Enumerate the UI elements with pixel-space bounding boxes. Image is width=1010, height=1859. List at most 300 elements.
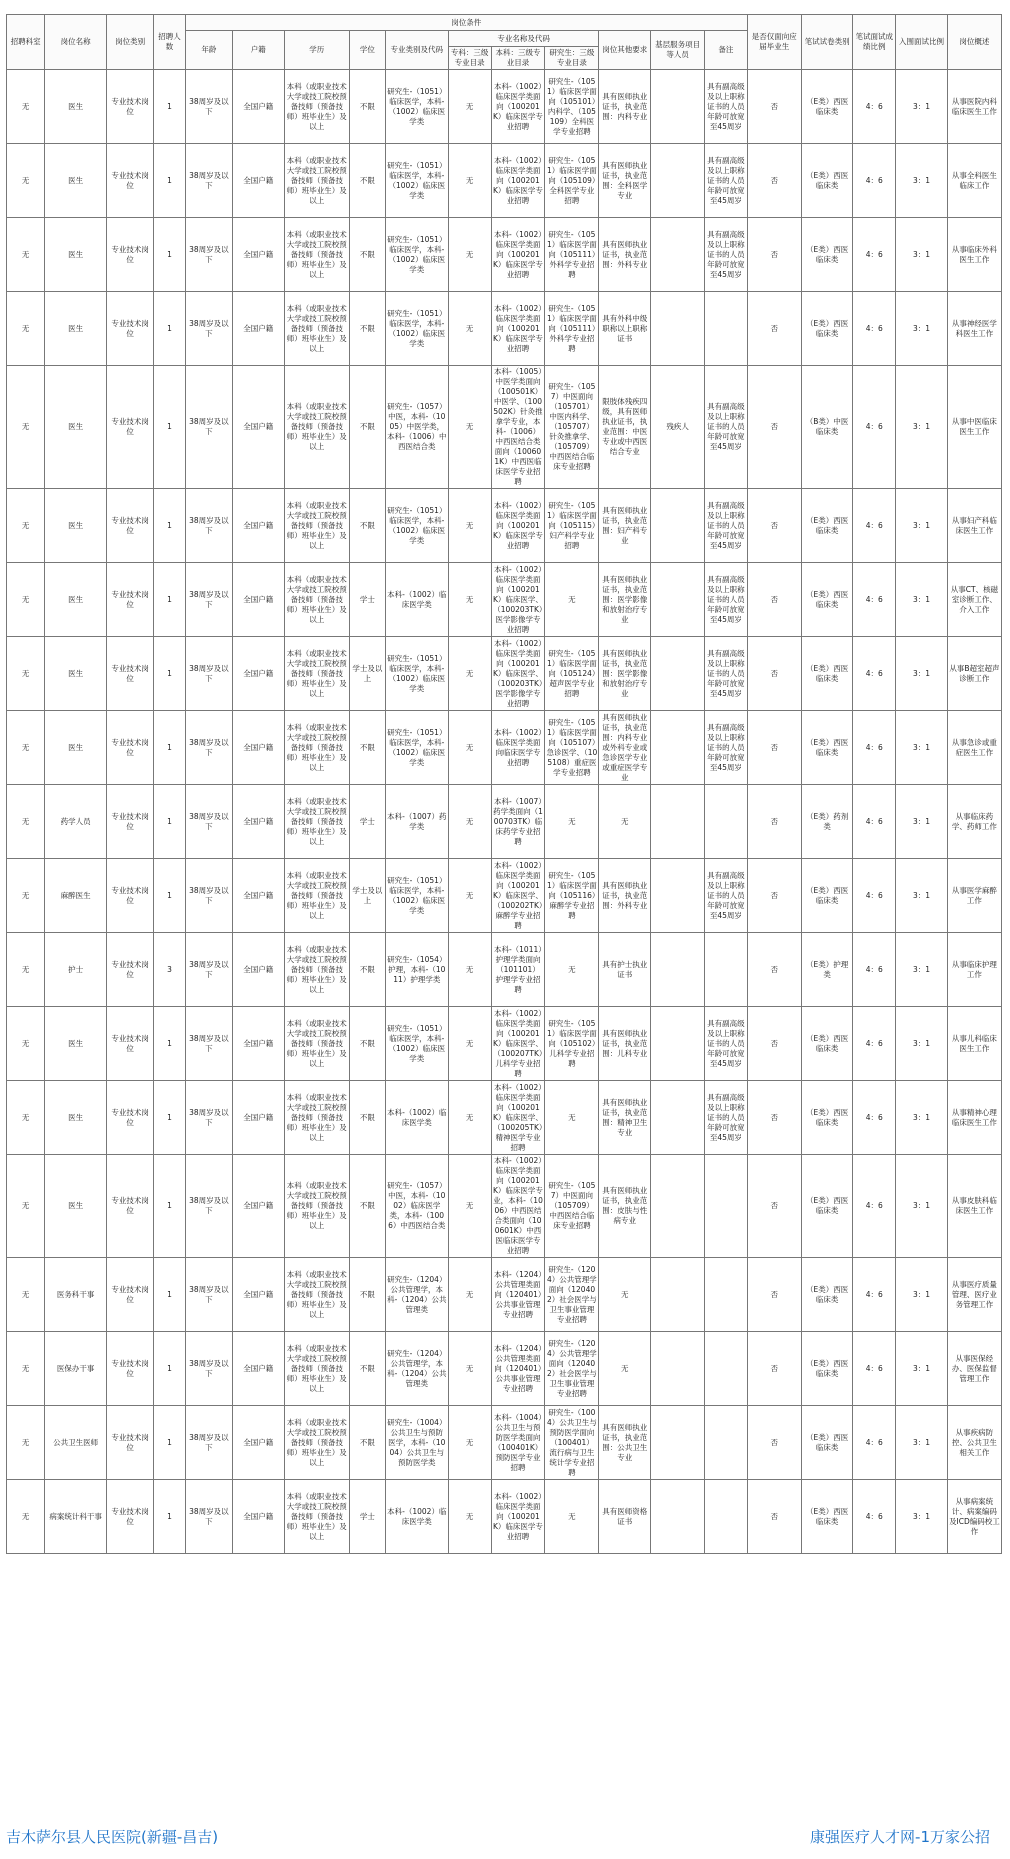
cell-hukou: 全国户籍 [232,218,284,292]
cell-ratio-interview: 3：1 [896,366,948,489]
cell-ratio-interview: 3：1 [896,711,948,785]
cell-degree: 不限 [349,1155,385,1258]
cell-major-ug: 本科-（1002）临床医学类面向（100201K）临床医学专业招聘 [491,489,545,563]
cell-major-code: 研究生-（1051）临床医学，本科-（1002）临床医学类 [385,218,448,292]
cell-exam-category: （E类）西医临床类 [801,1081,853,1155]
cell-age: 38周岁及以下 [185,1480,232,1554]
footer-source-left: 吉木萨尔县人民医院(新疆-昌吉) [6,1828,219,1846]
cell-remark: 具有副高级及以上职称证书的人员年龄可放宽至45周岁 [705,144,748,218]
cell-description: 从事医学麻醉工作 [947,859,1001,933]
cell-major-3: 无 [448,70,491,144]
cell-exam-category: （B类）中医临床类 [801,366,853,489]
cell-major-3: 无 [448,637,491,711]
cell-major-3: 无 [448,563,491,637]
cell-major-3: 无 [448,1155,491,1258]
cell-other-req: 具有医师执业证书，执业范围：妇产科专业 [599,489,651,563]
cell-major-3: 无 [448,1081,491,1155]
cell-education: 本科（或职业技术大学或技工院校预备技师（预备技师）班毕业生）及以上 [284,70,349,144]
table-row [7,1406,1002,1480]
cell-unit: 无 [7,144,45,218]
cell-position-type: 专业技术岗位 [107,218,154,292]
cell-other-req: 具有医师执业证书，执业范围：医学影像和放射治疗专业 [599,563,651,637]
cell-fresh-grad: 否 [747,563,801,637]
cell-education: 本科（或职业技术大学或技工院校预备技师（预备技师）班毕业生）及以上 [284,1480,349,1554]
cell-description: 从事医保经办、医保监督管理工作 [947,1332,1001,1406]
cell-major-3: 无 [448,366,491,489]
cell-ratio-written: 4：6 [853,859,896,933]
cell-major-3: 无 [448,785,491,859]
cell-degree: 不限 [349,70,385,144]
header-hukou: 户籍 [232,31,284,70]
cell-major-3: 无 [448,1007,491,1081]
cell-other-req: 具有医师执业证书，执业范围：公共卫生专业 [599,1406,651,1480]
table-row [7,70,1002,144]
cell-position-name: 护士 [45,933,107,1007]
cell-degree: 不限 [349,218,385,292]
cell-position-name: 医生 [45,489,107,563]
cell-position-name: 医生 [45,711,107,785]
cell-major-3: 无 [448,859,491,933]
cell-major-ug: 本科-（1002）临床医学类面向（100201K）临床医学、（100203TK）医学影像学专业招聘 [491,637,545,711]
table-row [7,1007,1002,1081]
cell-position-type: 专业技术岗位 [107,1258,154,1332]
cell-major-grad: 无 [545,933,599,1007]
table-row [7,785,1002,859]
cell-unit: 无 [7,489,45,563]
cell-ratio-written: 4：6 [853,144,896,218]
cell-other-req: 具有护士执业证书 [599,933,651,1007]
cell-other-req: 具有医师执业证书，执业范围：皮肤与性病专业 [599,1155,651,1258]
cell-age: 38周岁及以下 [185,859,232,933]
cell-grassroots [651,292,705,366]
cell-remark [705,1155,748,1258]
cell-exam-category: （E类）西医临床类 [801,144,853,218]
cell-fresh-grad: 否 [747,144,801,218]
cell-age: 38周岁及以下 [185,366,232,489]
cell-description: 从事精神心理临床医生工作 [947,1081,1001,1155]
cell-degree: 不限 [349,1007,385,1081]
cell-major-code: 研究生-（1051）临床医学，本科-（1002）临床医学类 [385,144,448,218]
cell-ratio-interview: 3：1 [896,1480,948,1554]
cell-fresh-grad: 否 [747,785,801,859]
cell-position-name: 麻醉医生 [45,859,107,933]
cell-age: 38周岁及以下 [185,1332,232,1406]
cell-education: 本科（或职业技术大学或技工院校预备技师（预备技师）班毕业生）及以上 [284,292,349,366]
cell-degree: 不限 [349,1081,385,1155]
cell-major-ug: 本科-（1204）公共管理类面向（120401）公共事业管理专业招聘 [491,1258,545,1332]
cell-ratio-interview: 3：1 [896,1007,948,1081]
cell-major-code: 研究生-（1051）临床医学，本科-（1002）临床医学类 [385,489,448,563]
cell-unit: 无 [7,1155,45,1258]
header-ratio-interview: 入围面试比例 [896,15,948,70]
cell-other-req: 无 [599,1332,651,1406]
header-major-3: 专科：三级专业目录 [448,47,491,70]
cell-hukou: 全国户籍 [232,933,284,1007]
cell-major-grad: 研究生-（1051）临床医学面向（105102）儿科学专业招聘 [545,1007,599,1081]
cell-education: 本科（或职业技术大学或技工院校预备技师（预备技师）班毕业生）及以上 [284,1406,349,1480]
cell-major-ug: 本科-（1002）临床医学类面向（100201K）临床医学专业，本科-（1006）中西医结合类面向（100601K）中西医临床医学专业招聘 [491,1155,545,1258]
cell-grassroots [651,1480,705,1554]
cell-exam-category: （E类）西医临床类 [801,1258,853,1332]
cell-position-type: 专业技术岗位 [107,366,154,489]
header-major-code: 专业类别及代码 [385,31,448,70]
header-remark: 备注 [705,31,748,70]
table-row [7,489,1002,563]
cell-education: 本科（或职业技术大学或技工院校预备技师（预备技师）班毕业生）及以上 [284,1155,349,1258]
cell-position-type: 专业技术岗位 [107,859,154,933]
cell-count: 1 [154,1480,185,1554]
cell-ratio-written: 4：6 [853,637,896,711]
cell-exam-category: （E类）西医临床类 [801,1480,853,1554]
cell-age: 38周岁及以下 [185,218,232,292]
cell-description: 从事临床护理工作 [947,933,1001,1007]
cell-ratio-written: 4：6 [853,366,896,489]
cell-major-grad: 研究生-（1204）公共管理学面向（120402）社会医学与卫生事业管理专业招聘 [545,1332,599,1406]
cell-count: 1 [154,563,185,637]
cell-position-type: 专业技术岗位 [107,1480,154,1554]
cell-major-code: 研究生-（1051）临床医学，本科-（1002）临床医学类 [385,1007,448,1081]
cell-unit: 无 [7,1332,45,1406]
cell-exam-category: （E类）西医临床类 [801,1007,853,1081]
cell-description: 从事病案统计、病案编码及ICD编码校工作 [947,1480,1001,1554]
cell-ratio-interview: 3：1 [896,785,948,859]
cell-count: 1 [154,1258,185,1332]
table-row [7,859,1002,933]
cell-position-name: 医保办干事 [45,1332,107,1406]
cell-fresh-grad: 否 [747,1081,801,1155]
table-body [7,70,1002,1554]
cell-exam-category: （E类）西医临床类 [801,859,853,933]
cell-major-3: 无 [448,933,491,1007]
cell-unit: 无 [7,218,45,292]
cell-age: 38周岁及以下 [185,711,232,785]
cell-grassroots [651,933,705,1007]
table-row [7,637,1002,711]
cell-hukou: 全国户籍 [232,1332,284,1406]
cell-grassroots [651,1258,705,1332]
cell-exam-category: （E类）西医临床类 [801,70,853,144]
cell-ratio-interview: 3：1 [896,70,948,144]
cell-other-req: 限肢体残疾四级，具有医师执业证书，执业范围：中医专业或中西医结合专业 [599,366,651,489]
cell-major-code: 研究生-（1051）临床医学，本科-（1002）临床医学类 [385,70,448,144]
cell-age: 38周岁及以下 [185,563,232,637]
cell-unit: 无 [7,1258,45,1332]
cell-unit: 无 [7,711,45,785]
cell-position-name: 医生 [45,144,107,218]
cell-major-ug: 本科-（1204）公共管理类面向（120401）公共事业管理专业招聘 [491,1332,545,1406]
table-row [7,1155,1002,1258]
cell-exam-category: （E类）西医临床类 [801,1155,853,1258]
cell-major-code: 本科-（1007）药学类 [385,785,448,859]
cell-position-name: 医生 [45,218,107,292]
cell-hukou: 全国户籍 [232,1258,284,1332]
cell-other-req: 具有医师执业证书，执业范围：精神卫生专业 [599,1081,651,1155]
cell-age: 38周岁及以下 [185,1406,232,1480]
cell-major-grad: 研究生-（1051）临床医学面向（105111）外科学专业招聘 [545,218,599,292]
cell-ratio-interview: 3：1 [896,563,948,637]
cell-exam-category: （E类）药剂类 [801,785,853,859]
cell-major-3: 无 [448,1332,491,1406]
cell-major-3: 无 [448,144,491,218]
cell-grassroots [651,859,705,933]
cell-grassroots [651,1406,705,1480]
cell-major-ug: 本科-（1002）临床医学类面向（100201K）临床医学专业招聘 [491,144,545,218]
cell-major-ug: 本科-（1002）临床医学类面向（100201K）临床医学专业招聘 [491,218,545,292]
cell-hukou: 全国户籍 [232,489,284,563]
cell-degree: 不限 [349,144,385,218]
cell-ratio-interview: 3：1 [896,859,948,933]
cell-education: 本科（或职业技术大学或技工院校预备技师（预备技师）班毕业生）及以上 [284,489,349,563]
cell-grassroots [651,1332,705,1406]
cell-position-type: 专业技术岗位 [107,785,154,859]
cell-hukou: 全国户籍 [232,1406,284,1480]
cell-exam-category: （E类）护理类 [801,933,853,1007]
cell-position-name: 医生 [45,637,107,711]
header-description: 岗位概述 [947,15,1001,70]
cell-major-code: 研究生-（1051）临床医学，本科-（1002）临床医学类 [385,637,448,711]
cell-major-ug: 本科-（1002）临床医学类面向（100201K）临床医学专业招聘 [491,292,545,366]
cell-remark: 具有副高级及以上职称证书的人员年龄可放宽至45周岁 [705,859,748,933]
cell-grassroots [651,489,705,563]
cell-degree: 不限 [349,366,385,489]
cell-grassroots [651,1007,705,1081]
header-major-grad: 研究生：三级专业目录 [545,47,599,70]
cell-remark: 具有副高级及以上职称证书的人员年龄可放宽至45周岁 [705,1081,748,1155]
cell-remark [705,292,748,366]
cell-grassroots [651,785,705,859]
cell-ratio-written: 4：6 [853,489,896,563]
header-unit: 招聘科室 [7,15,45,70]
cell-fresh-grad: 否 [747,1406,801,1480]
cell-count: 1 [154,1406,185,1480]
cell-other-req: 具有医师执业证书，执业范围：全科医学专业 [599,144,651,218]
cell-major-code: 研究生-（1051）临床医学，本科-（1002）临床医学类 [385,859,448,933]
cell-description: 从事B超室超声诊断工作 [947,637,1001,711]
cell-ratio-interview: 3：1 [896,144,948,218]
header-count: 招聘人数 [154,15,185,70]
cell-other-req: 具有医师资格证书 [599,1480,651,1554]
cell-ratio-written: 4：6 [853,218,896,292]
cell-unit: 无 [7,292,45,366]
cell-major-ug: 本科-（1007）药学类面向（100703TK）临床药学专业招聘 [491,785,545,859]
cell-ratio-written: 4：6 [853,1155,896,1258]
cell-description: 从事妇产科临床医生工作 [947,489,1001,563]
cell-major-grad: 研究生-（1057）中医面向（105701）中医内科学、（105707）针灸推拿学、（105709）中西医结合临床专业招聘 [545,366,599,489]
cell-position-type: 专业技术岗位 [107,637,154,711]
cell-major-grad: 研究生-（1051）临床医学面向（105124）超声医学专业招聘 [545,637,599,711]
cell-unit: 无 [7,1480,45,1554]
cell-position-name: 公共卫生医师 [45,1406,107,1480]
cell-remark: 具有副高级及以上职称证书的人员年龄可放宽至45周岁 [705,711,748,785]
cell-fresh-grad: 否 [747,859,801,933]
cell-other-req: 具有医师执业证书，执业范围：外科专业 [599,218,651,292]
cell-exam-category: （E类）西医临床类 [801,637,853,711]
cell-remark: 具有副高级及以上职称证书的人员年龄可放宽至45周岁 [705,366,748,489]
cell-major-grad: 研究生-（1051）临床医学面向（105115）妇产科学专业招聘 [545,489,599,563]
cell-degree: 不限 [349,1406,385,1480]
cell-major-3: 无 [448,1406,491,1480]
cell-major-grad: 研究生-（1057）中医面向（105709）中西医结合临床专业招聘 [545,1155,599,1258]
cell-grassroots [651,637,705,711]
cell-other-req: 无 [599,785,651,859]
cell-hukou: 全国户籍 [232,711,284,785]
cell-other-req: 无 [599,1258,651,1332]
cell-fresh-grad: 否 [747,218,801,292]
header-position-type: 岗位类别 [107,15,154,70]
cell-major-3: 无 [448,218,491,292]
recruitment-table-wrapper [6,14,1002,1554]
cell-count: 1 [154,1081,185,1155]
cell-major-grad: 研究生-（1051）临床医学面向（105111）外科学专业招聘 [545,292,599,366]
cell-count: 1 [154,144,185,218]
cell-count: 1 [154,292,185,366]
cell-ratio-written: 4：6 [853,711,896,785]
cell-unit: 无 [7,785,45,859]
table-row [7,1332,1002,1406]
cell-count: 1 [154,859,185,933]
cell-grassroots [651,563,705,637]
cell-major-ug: 本科-（1002）临床医学类面向（100201K）临床医学、（100205TK）精神医学专业招聘 [491,1081,545,1155]
cell-count: 1 [154,366,185,489]
cell-hukou: 全国户籍 [232,1155,284,1258]
cell-position-type: 专业技术岗位 [107,1007,154,1081]
cell-age: 38周岁及以下 [185,70,232,144]
cell-degree: 不限 [349,489,385,563]
cell-ratio-written: 4：6 [853,563,896,637]
cell-unit: 无 [7,1406,45,1480]
cell-ratio-interview: 3：1 [896,1332,948,1406]
cell-major-ug: 本科-（1002）临床医学类面向临床医学专业招聘 [491,711,545,785]
cell-description: 从事CT、核磁室诊断工作、介入工作 [947,563,1001,637]
cell-education: 本科（或职业技术大学或技工院校预备技师（预备技师）班毕业生）及以上 [284,1007,349,1081]
cell-description: 从事临床药学、药师工作 [947,785,1001,859]
cell-hukou: 全国户籍 [232,292,284,366]
cell-fresh-grad: 否 [747,1007,801,1081]
cell-major-grad: 无 [545,563,599,637]
cell-major-ug: 本科-（1002）临床医学类面向（100201K）临床医学专业招聘 [491,1480,545,1554]
cell-degree: 学士 [349,785,385,859]
cell-major-grad: 研究生-（1051）临床医学面向（105101）内科学、（105109）全科医学专业招聘 [545,70,599,144]
table-row [7,711,1002,785]
cell-ratio-written: 4：6 [853,1258,896,1332]
cell-exam-category: （E类）西医临床类 [801,711,853,785]
cell-unit: 无 [7,933,45,1007]
cell-remark [705,1332,748,1406]
cell-description: 从事皮肤科临床医生工作 [947,1155,1001,1258]
header-ratio-written: 笔试面试成绩比例 [853,15,896,70]
cell-major-code: 研究生-（1054）护理，本科-（1011）护理学类 [385,933,448,1007]
header-other-req: 岗位其他要求 [599,31,651,70]
cell-unit: 无 [7,1007,45,1081]
header-degree: 学位 [349,31,385,70]
cell-position-type: 专业技术岗位 [107,489,154,563]
cell-ratio-written: 4：6 [853,1406,896,1480]
cell-ratio-interview: 3：1 [896,1155,948,1258]
cell-major-grad: 研究生-（1004）公共卫生与预防医学面向（100401）流行病与卫生统计学专业招聘 [545,1406,599,1480]
cell-age: 38周岁及以下 [185,1007,232,1081]
cell-fresh-grad: 否 [747,1332,801,1406]
cell-degree: 学士及以上 [349,859,385,933]
cell-unit: 无 [7,637,45,711]
cell-position-type: 专业技术岗位 [107,1081,154,1155]
cell-ratio-interview: 3：1 [896,1258,948,1332]
cell-hukou: 全国户籍 [232,366,284,489]
cell-position-type: 专业技术岗位 [107,1155,154,1258]
cell-grassroots [651,70,705,144]
cell-degree: 学士 [349,563,385,637]
cell-major-code: 本科-（1002）临床医学类 [385,1480,448,1554]
cell-description: 从事医院内科临床医生工作 [947,70,1001,144]
table-row [7,1480,1002,1554]
cell-unit: 无 [7,70,45,144]
table-row [7,366,1002,489]
cell-remark: 具有副高级及以上职称证书的人员年龄可放宽至45周岁 [705,218,748,292]
cell-remark [705,1258,748,1332]
cell-fresh-grad: 否 [747,637,801,711]
header-position-name: 岗位名称 [45,15,107,70]
cell-major-code: 研究生-（1057）中医，本科-（1005）中医学类，本科-（1006）中西医结合类 [385,366,448,489]
cell-major-code: 本科-（1002）临床医学类 [385,1081,448,1155]
cell-major-ug: 本科-（1004）公共卫生与预防医学类面向（100401K）预防医学专业招聘 [491,1406,545,1480]
cell-major-ug: 本科-（1002）临床医学类面向（100201K）临床医学、（100202TK）麻醉学专业招聘 [491,859,545,933]
cell-major-grad: 研究生-（1051）临床医学面向（105116）麻醉学专业招聘 [545,859,599,933]
cell-grassroots: 残疾人 [651,366,705,489]
cell-major-3: 无 [448,292,491,366]
cell-description: 从事全科医生临床工作 [947,144,1001,218]
cell-hukou: 全国户籍 [232,144,284,218]
cell-description: 从事急诊或重症医生工作 [947,711,1001,785]
cell-major-3: 无 [448,1258,491,1332]
cell-major-code: 研究生-（1204）公共管理学，本科-（1204）公共管理类 [385,1332,448,1406]
cell-other-req: 具有医师执业证书，执业范围：儿科专业 [599,1007,651,1081]
table-row [7,1081,1002,1155]
cell-major-grad: 研究生-（1051）临床医学面向（105107）急诊医学、（105108）重症医学专业招聘 [545,711,599,785]
cell-remark: 具有副高级及以上职称证书的人员年龄可放宽至45周岁 [705,489,748,563]
cell-major-ug: 本科-（1005）中医学类面向（100501K）中医学、（100502K）针灸推拿学专业，本科-（1006）中西医结合类面向（100601K）中西医临床医学专业招聘 [491,366,545,489]
cell-grassroots [651,1081,705,1155]
cell-position-name: 医生 [45,1081,107,1155]
cell-age: 38周岁及以下 [185,1081,232,1155]
cell-other-req: 具有外科中级职称以上职称证书 [599,292,651,366]
cell-count: 1 [154,785,185,859]
header-grassroots: 基层服务项目等人员 [651,31,705,70]
cell-description: 从事疾病防控、公共卫生相关工作 [947,1406,1001,1480]
cell-remark [705,1406,748,1480]
cell-grassroots [651,1155,705,1258]
cell-unit: 无 [7,563,45,637]
cell-ratio-written: 4：6 [853,1007,896,1081]
cell-position-name: 医生 [45,70,107,144]
cell-ratio-written: 4：6 [853,1332,896,1406]
cell-hukou: 全国户籍 [232,859,284,933]
cell-exam-category: （E类）西医临床类 [801,292,853,366]
cell-position-type: 专业技术岗位 [107,292,154,366]
cell-education: 本科（或职业技术大学或技工院校预备技师（预备技师）班毕业生）及以上 [284,1258,349,1332]
footer-source-right: 康强医疗人才网-1万家公招 [810,1828,990,1846]
cell-unit: 无 [7,1081,45,1155]
cell-fresh-grad: 否 [747,70,801,144]
cell-major-3: 无 [448,1480,491,1554]
cell-count: 3 [154,933,185,1007]
cell-ratio-written: 4：6 [853,933,896,1007]
cell-major-3: 无 [448,711,491,785]
cell-age: 38周岁及以下 [185,144,232,218]
cell-hukou: 全国户籍 [232,637,284,711]
cell-major-ug: 本科-（1002）临床医学类面向（100201K）临床医学专业招聘 [491,70,545,144]
header-age: 年龄 [185,31,232,70]
header-major-ug: 本科：三级专业目录 [491,47,545,70]
cell-education: 本科（或职业技术大学或技工院校预备技师（预备技师）班毕业生）及以上 [284,933,349,1007]
